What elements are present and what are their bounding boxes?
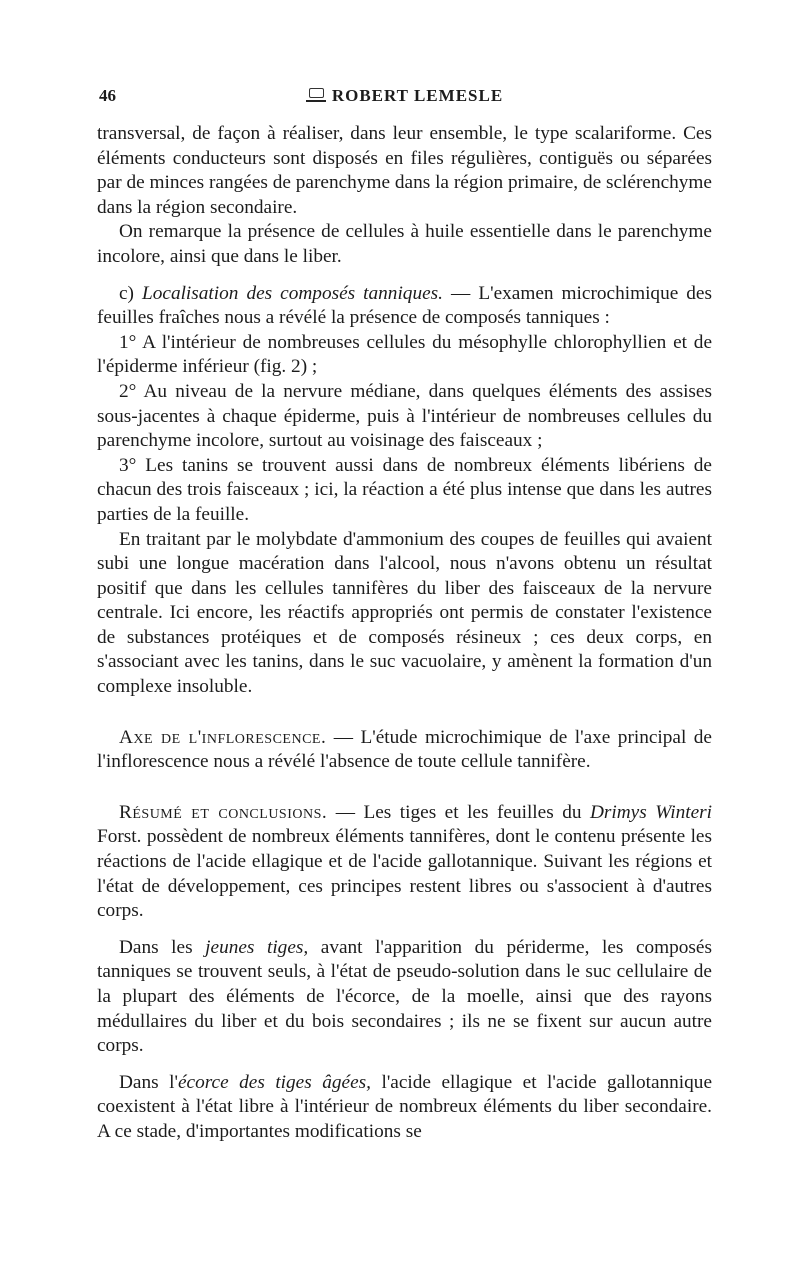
section-heading: Résumé et conclusions.	[119, 801, 328, 823]
section-paragraph-inflorescence: Axe de l'inflorescence. — L'étude microchimique de l'axe principal de l'inflorescence nous a révélé l'absence de toute cellule tannifère.	[97, 726, 712, 773]
list-item: 1° A l'intérieur de nombreuses cellules du mésophylle chlorophyllien et de l'épiderme inférieur (fig. 2) ;	[97, 331, 712, 378]
page-number: 46	[99, 86, 116, 105]
section-heading: Localisation des composés tanniques.	[142, 282, 443, 304]
section-paragraph-tannins: c) Localisation des composés tanniques. — L'examen microchimique des feuilles fraîches nous a révélé la présence de composés tanniques :	[97, 282, 712, 329]
header-title	[97, 86, 712, 106]
paragraph: Dans l'écorce des tiges âgées, l'acide ellagique et l'acide gallotannique coexistent à l'état libre à l'intérieur de nombreux éléments du liber secondaire. A ce stade, d'importantes modifications se	[97, 1071, 712, 1142]
species-name: Drimys Winteri	[589, 801, 712, 823]
emphasis: écorce des tiges âgées,	[177, 1071, 371, 1093]
section-paragraph-summary: Résumé et conclusions. — Les tiges et les feuilles du Drimys Winteri Forst. possèdent de nombreux éléments tannifères, dont le contenu présente les réactions de l'acide ellagique et de l'acide gallotannique. Suivant les régions et l'état de développement, ces principes restent libres ou s'associent à d'autres corps.	[97, 801, 712, 922]
publisher-logo-icon	[306, 86, 326, 102]
running-header	[97, 86, 712, 108]
paragraph: En traitant par le molybdate d'ammonium des coupes de feuilles qui avaient subi une longue macération dans l'alcool, nous n'avons obtenu un résultat positif que dans les cellules tannifères du liber des faisceaux de la nervure centrale. Ici encore, les réactifs appropriés ont permis de constater l'existence de substances protéiques et de composés résineux ; ces deux corps, en s'associant avec les tanins, dans le suc vacuolaire, y amènent la formation d'un complexe insoluble.	[97, 528, 712, 698]
paragraph: transversal, de façon à réaliser, dans leur ensemble, le type scalariforme. Ces éléments conducteurs sont disposés en files régulières, contiguës ou séparées par de minces rangées de parenchyme dans la région primaire, de sclérenchyme dans la région secondaire.	[97, 123, 712, 218]
list-item: 3° Les tanins se trouvent aussi dans de nombreux éléments libériens de chacun des trois faisceaux ; ici, la réaction a été plus intense que dans les autres parties de la feuille.	[97, 454, 712, 525]
list-item: 2° Au niveau de la nervure médiane, dans quelques éléments des assises sous-jacentes à chaque épiderme, puis à l'intérieur de nombreuses cellules du parenchyme incolore, surtout au voisinage des faisceaux ;	[97, 380, 712, 452]
paragraph: On remarque la présence de cellules à huile essentielle dans le parenchyme incolore, ainsi que dans le liber.	[97, 221, 712, 267]
author-name: ROBERT LEMESLE	[331, 86, 504, 105]
body-text	[97, 122, 712, 1145]
section-heading: Axe de l'inflorescence.	[119, 726, 327, 748]
emphasis: jeunes tiges,	[205, 936, 309, 958]
paragraph: Dans les jeunes tiges, avant l'apparition du périderme, les composés tanniques se trouvent seuls, à l'état de pseudo-solution dans le suc cellulaire de la plupart des éléments de l'écorce, de la moelle, ainsi que des rayons médullaires du liber et du bois secondaires ; ils ne se fixent sur aucun autre corps.	[97, 936, 712, 1057]
